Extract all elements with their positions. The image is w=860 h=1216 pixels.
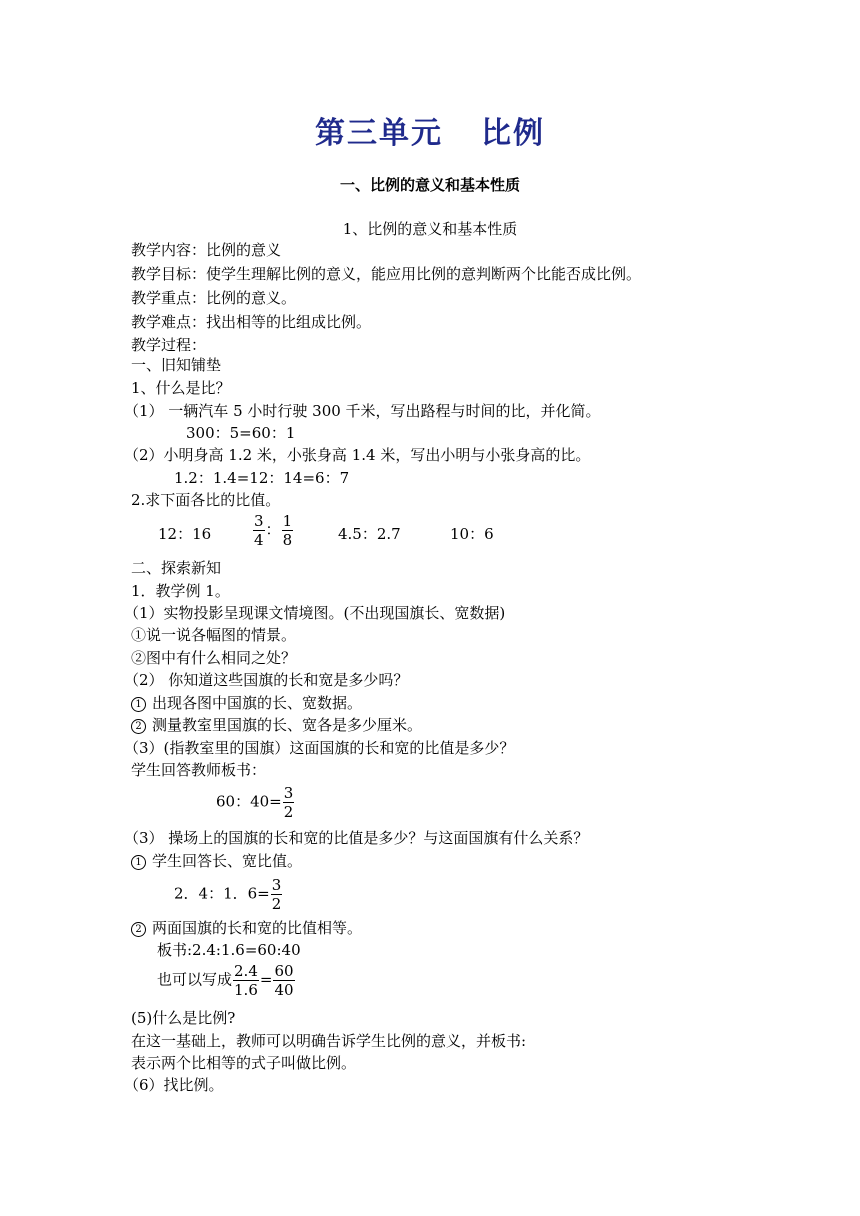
fraction-one-eighth: $\frac{1}{8}$ bbox=[282, 512, 293, 549]
circled-number-2: 2 bbox=[131, 922, 146, 937]
fraction-2-4-over-1-6: $\frac{2.4}{1.6}$ bbox=[234, 962, 258, 999]
teaching-goal: 教学目标：使学生理解比例的意义，能应用比例的意判断两个比能否成比例。 bbox=[131, 265, 642, 283]
teaching-difficulty: 教学难点：找出相等的比组成比例。 bbox=[131, 313, 372, 331]
question-2: 2.求下面各比的比值。 bbox=[131, 491, 281, 509]
teaching-process: 教学过程： bbox=[131, 336, 207, 354]
ratio-2: $\frac{3}{4}$ ： $\frac{1}{8}$ bbox=[254, 512, 293, 549]
question-6: （6）找比例。 bbox=[124, 1076, 224, 1094]
example-1-step-2a: 1 出现各图中国旗的长、宽数据。 bbox=[131, 693, 362, 713]
circled-number-2: 2 bbox=[131, 719, 146, 734]
example-1-step-1: （1）实物投影呈现课文情境图。(不出现国旗长、宽数据) bbox=[124, 604, 506, 622]
ratio-3: 4.5：2.7 bbox=[338, 525, 401, 543]
section-heading-review: 一、旧知铺垫 bbox=[131, 356, 222, 374]
page-title bbox=[0, 108, 860, 152]
section-heading-explore: 二、探索新知 bbox=[131, 559, 222, 577]
fraction-60-over-40: $\frac{60}{40}$ bbox=[274, 962, 294, 999]
title-unit: 第三单元 bbox=[315, 116, 443, 151]
example-1-step-4b: 2 两面国旗的长和宽的比值相等。 bbox=[131, 918, 362, 938]
question-1: 1、什么是比？ bbox=[131, 379, 231, 397]
fraction-three-quarters: $\frac{3}{4}$ bbox=[254, 512, 264, 549]
teacher-note: 在这一基础上，教师可以明确告诉学生比例的意义，并板书: bbox=[131, 1032, 527, 1050]
example-1-step-2b: 2 测量教室里国旗的长、宽各是多少厘米。 bbox=[131, 715, 422, 735]
example-1-step-3: （3）(指教室里的国旗）这面国旗的长和宽的比值是多少？ bbox=[124, 739, 515, 757]
ratio-4: 10：6 bbox=[450, 525, 494, 543]
question-5: (5)什么是比例? bbox=[131, 1009, 236, 1027]
teaching-key-point: 教学重点：比例的意义。 bbox=[131, 289, 297, 307]
question-1-2-answer: 1.2：1.4=12：14=6：7 bbox=[174, 469, 350, 487]
example-1: 1．教学例 1。 bbox=[131, 582, 230, 600]
circled-number-1: 1 bbox=[131, 855, 146, 870]
lesson-title: 1、比例的意义和基本性质 bbox=[342, 220, 518, 238]
answer-board-label: 学生回答教师板书： bbox=[131, 761, 267, 779]
ratio-definition: 表示两个比相等的式子叫做比例。 bbox=[131, 1054, 357, 1072]
example-1-step-1a: ①说一说各幅图的情景。 bbox=[131, 626, 297, 644]
circled-number-1: 1 bbox=[131, 697, 146, 712]
ratio-1: 12：16 bbox=[158, 525, 212, 543]
fraction-three-halves: $\frac{3}{2}$ bbox=[271, 876, 282, 913]
example-1-step-2: （2） 你知道这些国旗的长和宽是多少吗？ bbox=[124, 671, 409, 689]
teaching-content: 教学内容：比例的意义 bbox=[131, 241, 282, 259]
equivalent-fractions: 也可以写成 $\frac{2.4}{1.6}$ = $\frac{60}{40}$ bbox=[157, 962, 294, 999]
title-topic: 比例 bbox=[481, 116, 545, 151]
board-writing: 板书:2.4:1.6=60:40 bbox=[157, 941, 301, 959]
fraction-three-halves: $\frac{3}{2}$ bbox=[283, 784, 294, 821]
question-1-1-answer: 300：5=60：1 bbox=[186, 424, 296, 442]
example-1-step-1b: ②图中有什么相同之处？ bbox=[131, 649, 297, 667]
section-subtitle: 一、比例的意义和基本性质 bbox=[339, 176, 520, 194]
example-1-step-4: （3） 操场上的国旗的长和宽的比值是多少？与这面国旗有什么关系？ bbox=[124, 829, 589, 847]
calc-2-4-1-6: 2．4：1．6= $\frac{3}{2}$ bbox=[174, 876, 282, 913]
example-1-step-4a: 1 学生回答长、宽比值。 bbox=[131, 851, 302, 871]
question-1-1: （1） 一辆汽车 5 小时行驶 300 千米，写出路程与时间的比，并化简。 bbox=[124, 402, 601, 420]
calc-60-40: 60：40= $\frac{3}{2}$ bbox=[216, 784, 294, 821]
question-1-2: （2）小明身高 1.2 米，小张身高 1.4 米，写出小明与小张身高的比。 bbox=[124, 446, 591, 464]
